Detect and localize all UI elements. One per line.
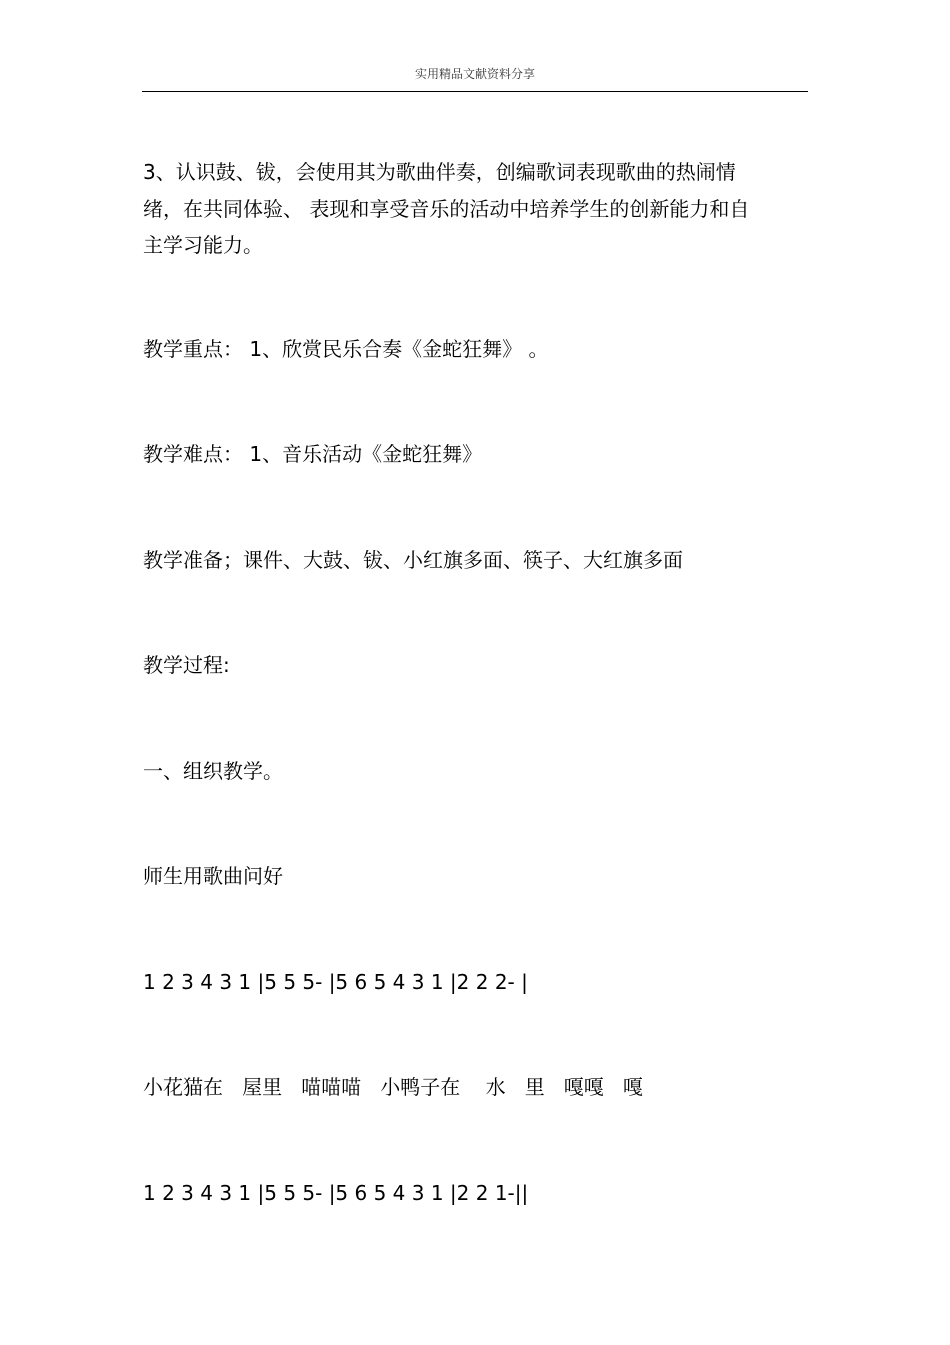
objective-3-line-1: 3、认识鼓、钹，会使用其为歌曲伴奏，创编歌词表现歌曲的热闹情 bbox=[143, 160, 736, 184]
teaching-preparation: 教学准备；课件、大鼓、钹、小红旗多面、筷子、大红旗多面 bbox=[143, 548, 683, 572]
lyrics-line: 小花猫在 屋里 喵喵喵 小鸭子在 水 里 嘎嘎 嘎 bbox=[143, 1075, 643, 1099]
objective-3-line-3: 主学习能力。 bbox=[143, 233, 263, 257]
notation-line-2: 1 2 3 4 3 1 |5 5 5- |5 6 5 4 3 1 |2 2 1-|| bbox=[143, 1181, 529, 1205]
notation-line-1: 1 2 3 4 3 1 |5 5 5- |5 6 5 4 3 1 |2 2 2- | bbox=[143, 970, 528, 994]
section-1-heading: 一、组织教学。 bbox=[143, 759, 283, 783]
page-header: 实用精品文献资料分享 bbox=[414, 67, 535, 81]
teaching-focus: 教学重点： 1、欣赏民乐合奏《金蛇狂舞》 。 bbox=[143, 337, 549, 361]
teaching-difficulty: 教学难点： 1、音乐活动《金蛇狂舞》 bbox=[143, 442, 483, 466]
greeting-song-caption: 师生用歌曲问好 bbox=[143, 864, 283, 888]
objective-3-line-2: 绪，在共同体验、 表现和享受音乐的活动中培养学生的创新能力和自 bbox=[143, 197, 750, 221]
teaching-process-heading: 教学过程: bbox=[143, 653, 230, 677]
header-divider bbox=[142, 91, 808, 92]
